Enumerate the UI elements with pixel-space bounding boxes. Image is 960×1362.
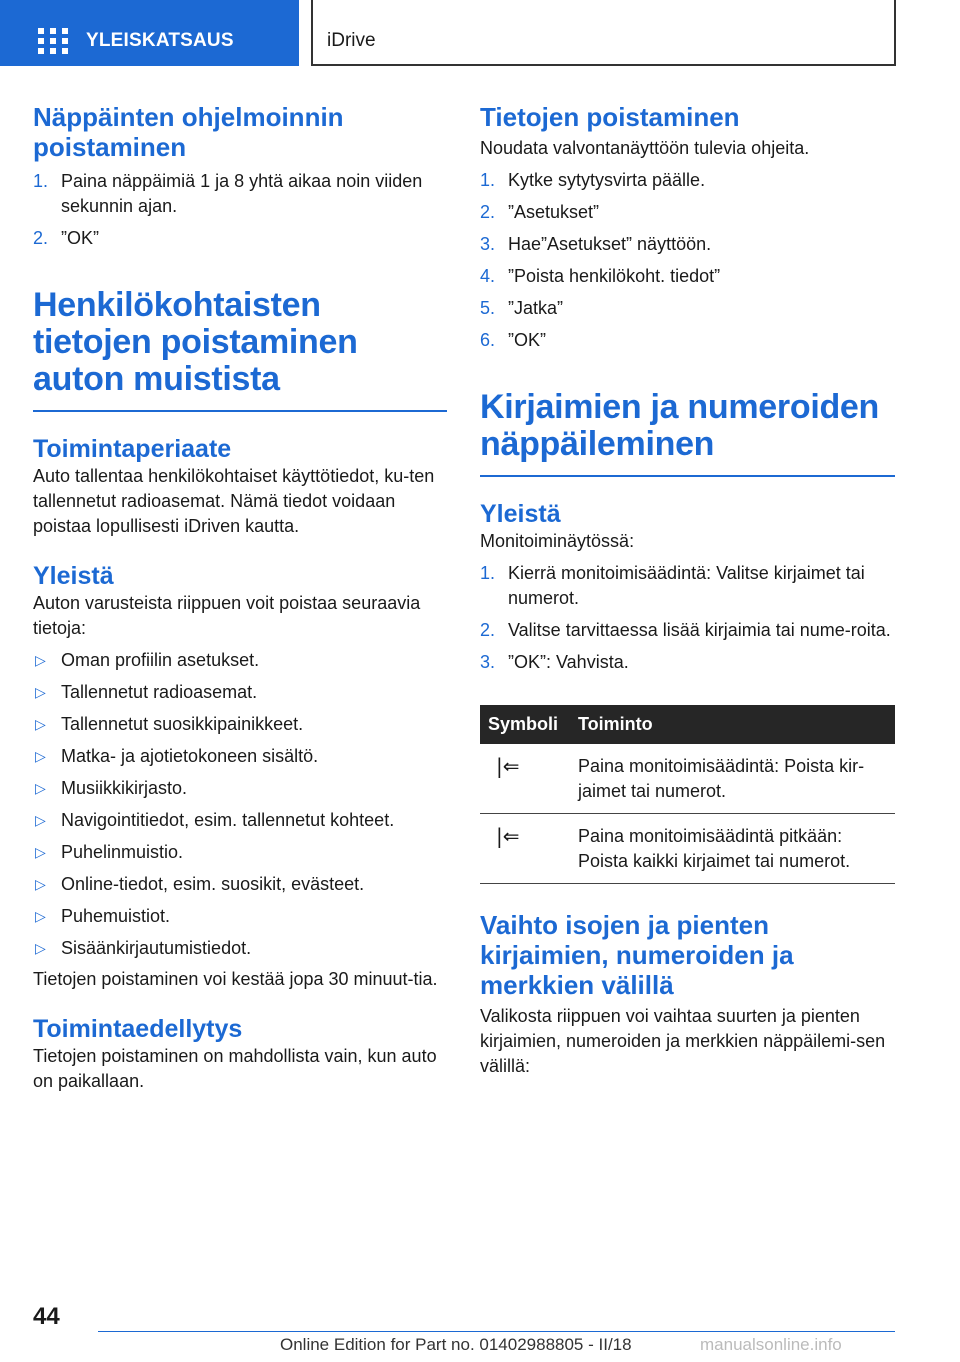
- table-header-row: [480, 705, 895, 744]
- chapter-heading: Kirjaimien ja numeroiden näppäileminen: [480, 388, 880, 463]
- section-tab[interactable]: [0, 0, 299, 66]
- table-cell: Paina monitoimisäädintä: Poista kir-jaimet tai numerot.: [570, 744, 895, 814]
- list-item: ▷ Tallennetut radioasemat.: [33, 680, 447, 705]
- paragraph: Tietojen poistaminen voi kestää jopa 30 minuut-tia.: [33, 969, 438, 989]
- paragraph: Valikosta riippuen voi vaihtaa suurten ja pienten kirjaimien, numeroiden ja merkkien näppäilemi-sen välillä:: [480, 1006, 886, 1076]
- list-item: 1. Kytke sytytysvirta päälle.: [480, 170, 706, 190]
- section-title: Näppäinten ohjelmoinnin poistaminen: [33, 102, 344, 162]
- list-item: ▷ Musiikkikirjasto.: [33, 776, 447, 801]
- heading-rule: [480, 475, 895, 477]
- symbol-table: [480, 705, 895, 884]
- numbered-list: [33, 169, 447, 251]
- triangle-icon: ▷: [35, 780, 46, 796]
- numbered-list: [480, 561, 895, 675]
- list-item: ▷ Navigointitiedot, esim. tallennetut kohteet.: [33, 808, 447, 833]
- list-item: 1. Paina näppäimiä 1 ja 8 yhtä aikaa noin viiden sekunnin ajan.: [33, 171, 423, 216]
- watermark: manualsonline.info: [700, 1335, 842, 1354]
- paragraph: Tietojen poistaminen on mahdollista vain, kun auto on paikallaan.: [33, 1046, 437, 1091]
- table-header: Toiminto: [570, 705, 895, 744]
- triangle-icon: ▷: [35, 748, 46, 764]
- triangle-icon: ▷: [35, 876, 46, 892]
- list-item: 1. Kierrä monitoimisäädintä: Valitse kirjaimet tai numerot.: [480, 563, 865, 608]
- paragraph: Auto tallentaa henkilökohtaiset käyttötiedot, ku-ten tallennetut radioasemat. Nämä tiedot voidaan poistaa lopullisesti iDriven kautta.: [33, 466, 435, 536]
- list-item: 3. ”OK”: Vahvista.: [480, 652, 629, 672]
- section-title: Tietojen poistaminen: [480, 102, 740, 132]
- bullet-list: [33, 648, 447, 961]
- list-item: ▷ Sisäänkirjautumistiedot.: [33, 936, 447, 961]
- footer-rule: [98, 1331, 895, 1332]
- triangle-icon: ▷: [35, 844, 46, 860]
- list-item: ▷ Matka- ja ajotietokoneen sisältö.: [33, 744, 447, 769]
- numbered-list: [480, 168, 895, 353]
- list-item: ▷ Online-tiedot, esim. suosikit, evästeet.: [33, 872, 447, 897]
- subsection-title: Yleistä: [33, 562, 114, 590]
- table-row: [480, 814, 895, 884]
- heading-rule: [33, 410, 447, 412]
- delete-back-icon: |⇐: [496, 754, 520, 778]
- triangle-icon: ▷: [35, 940, 46, 956]
- list-item: 5. ”Jatka”: [480, 298, 564, 318]
- delete-back-icon: |⇐: [496, 824, 520, 848]
- list-item: ▷ Oman profiilin asetukset.: [33, 648, 447, 673]
- list-item: 3. Hae”Asetukset” näyttöön.: [480, 234, 712, 254]
- table-row: [480, 744, 895, 814]
- list-item: ▷ Tallennetut suosikkipainikkeet.: [33, 712, 447, 737]
- triangle-icon: ▷: [35, 908, 46, 924]
- paragraph: Noudata valvontanäyttöön tulevia ohjeita.: [480, 138, 810, 158]
- triangle-icon: ▷: [35, 716, 46, 732]
- table-cell: Paina monitoimisäädintä pitkään: Poista kaikki kirjaimet tai numerot.: [570, 814, 895, 884]
- chapter-label: iDrive: [327, 30, 376, 51]
- triangle-icon: ▷: [35, 652, 46, 668]
- grid-icon: [38, 28, 68, 54]
- chapter-heading: Henkilökohtaisten tietojen poistaminen auton muistista: [33, 286, 358, 398]
- triangle-icon: ▷: [35, 684, 46, 700]
- paragraph: Auton varusteista riippuen voit poistaa seuraavia tietoja:: [33, 593, 421, 638]
- triangle-icon: ▷: [35, 812, 46, 828]
- list-item: ▷ Puhelinmuistio.: [33, 840, 447, 865]
- edition-text: Online Edition for Part no. 01402988805 - II/18: [280, 1335, 632, 1354]
- section-title: Vaihto isojen ja pienten kirjaimien, numeroiden ja merkkien välillä: [480, 910, 794, 1000]
- subsection-title: Toimintaedellytys: [33, 1015, 243, 1043]
- list-item: 2. ”Asetukset”: [480, 202, 600, 222]
- subsection-title: Yleistä: [480, 500, 561, 528]
- page-number: 44: [33, 1303, 60, 1330]
- left-column: [33, 102, 447, 1094]
- subsection-title: Toimintaperiaate: [33, 435, 232, 463]
- list-item: 6. ”OK”: [480, 330, 546, 350]
- list-item: 2. Valitse tarvittaessa lisää kirjaimia tai nume-roita.: [480, 620, 891, 640]
- paragraph: Monitoiminäytössä:: [480, 531, 635, 551]
- section-tab-label: YLEISKATSAUS: [86, 30, 234, 51]
- chapter-tab[interactable]: [311, 0, 896, 66]
- list-item: ▷ Puhemuistiot.: [33, 904, 447, 929]
- list-item: 2. ”OK”: [33, 228, 99, 248]
- list-item: 4. ”Poista henkilökoht. tiedot”: [480, 266, 721, 286]
- table-header: Symboli: [480, 705, 570, 744]
- right-column: [480, 102, 895, 1079]
